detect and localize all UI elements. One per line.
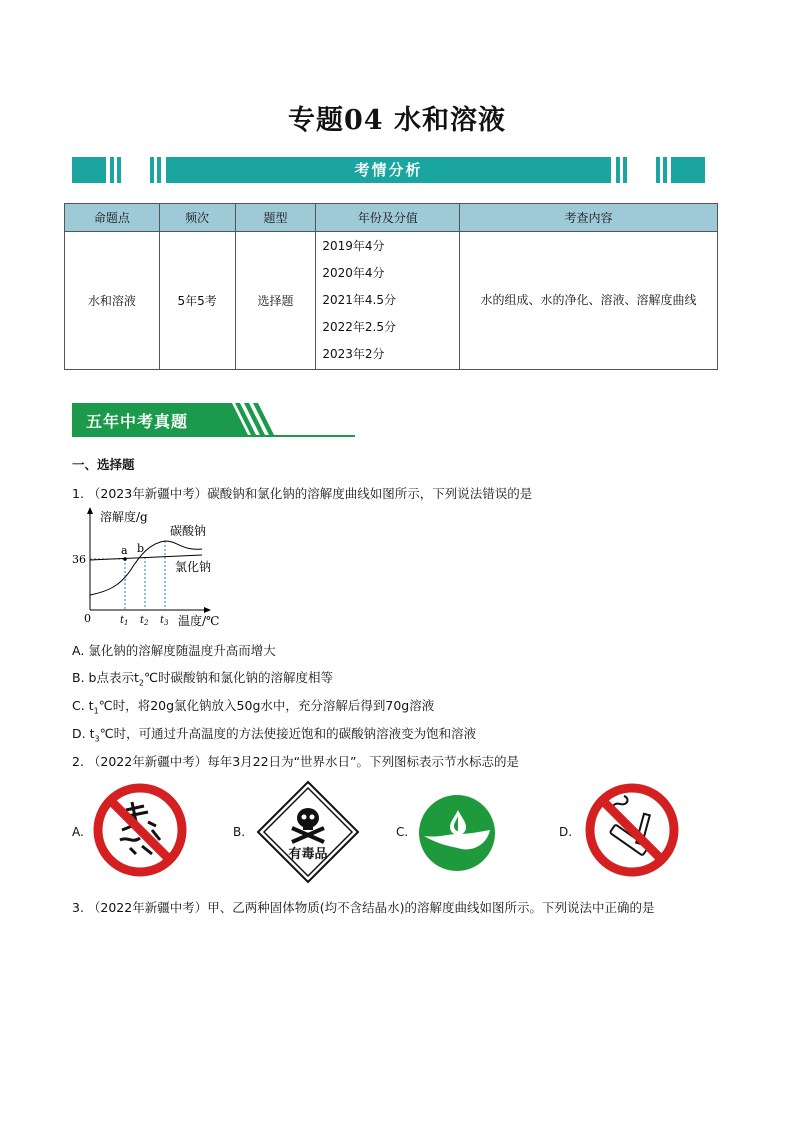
option-b-label: B.	[233, 825, 246, 839]
graph-tick-t1: $t_1$	[120, 615, 129, 627]
option-c-label: C.	[396, 825, 409, 839]
poison-sign-icon	[256, 780, 360, 884]
poison-sign-text: 有毒品	[288, 847, 328, 862]
graph-curve-label-2: 氯化钠	[175, 560, 212, 574]
graph-tick-t2: $t_2$	[140, 615, 149, 627]
content-text: 水的组成、水的净化、溶液、溶解度曲线	[480, 293, 697, 307]
year-score: 2023年2分	[322, 347, 385, 361]
option-b: B. b点表示$t_2℃$时碳酸钠和氯化钠的溶解度相等	[72, 670, 333, 688]
banner-title: 考情分析	[354, 161, 423, 179]
graph-xlabel: 温度/℃	[178, 614, 220, 628]
table-header: 题型	[235, 204, 316, 232]
table-cell: 5年5考	[159, 232, 235, 370]
table-header: 考查内容	[460, 204, 718, 232]
graph-tick-t3: $t_3$	[160, 615, 169, 627]
part-title: 一、选择题	[72, 457, 135, 472]
no-smoking-sign-icon	[584, 782, 680, 878]
graph-y-tick: 36	[72, 553, 86, 566]
table-header: 命题点	[65, 204, 160, 232]
table-cell: 选择题	[235, 232, 316, 370]
graph-curve-label-1: 碳酸钠	[170, 524, 207, 538]
question-1: 1. （2023年新疆中考）碳酸钠和氯化钠的溶解度曲线如图所示，下列说法错误的是	[72, 486, 533, 501]
option-a-label: A.	[72, 825, 84, 839]
graph-point-a: a	[121, 544, 128, 557]
table-header: 年份及分值	[316, 204, 460, 232]
option-a: A. 氯化钠的溶解度随温度升高而增大	[72, 643, 276, 658]
no-littering-sign-icon	[92, 782, 188, 878]
graph-ylabel: 溶解度/g	[100, 510, 148, 524]
year-score: 2021年4.5分	[322, 293, 396, 307]
table-cell	[460, 232, 718, 370]
solubility-graph	[70, 505, 240, 635]
table-cell-years	[316, 232, 460, 370]
table-header-row	[65, 204, 718, 232]
option-c: C. $t_1℃$时，将20g氯化钠放入50g水中，充分溶解后得到70g溶液	[72, 698, 435, 716]
question-2: 2. （2022年新疆中考）每年3月22日为“世界水日”。下列图标表示节水标志的是	[72, 754, 520, 769]
table-row	[65, 232, 718, 370]
table-cell: 水和溶液	[65, 232, 160, 370]
exam-analysis-table	[64, 203, 718, 370]
page-title: 专题04 水和溶液	[288, 105, 506, 136]
water-saving-sign-icon	[418, 794, 496, 872]
table-header: 频次	[159, 204, 235, 232]
year-score: 2019年4分	[322, 239, 385, 253]
option-d-label: D.	[559, 825, 573, 839]
section-title: 五年中考真题	[86, 412, 189, 431]
graph-point-b: b	[137, 542, 145, 555]
question-3: 3. （2022年新疆中考）甲、乙两种固体物质(均不含结晶水)的溶解度曲线如图所示。下列说法中正确的是	[72, 900, 655, 915]
option-d: D. $t_3℃$时，可通过升高温度的方法使接近饱和的碳酸钠溶液变为饱和溶液	[72, 726, 477, 744]
year-score: 2022年2.5分	[322, 320, 396, 334]
graph-origin: 0	[84, 612, 91, 625]
year-score: 2020年4分	[322, 266, 385, 280]
